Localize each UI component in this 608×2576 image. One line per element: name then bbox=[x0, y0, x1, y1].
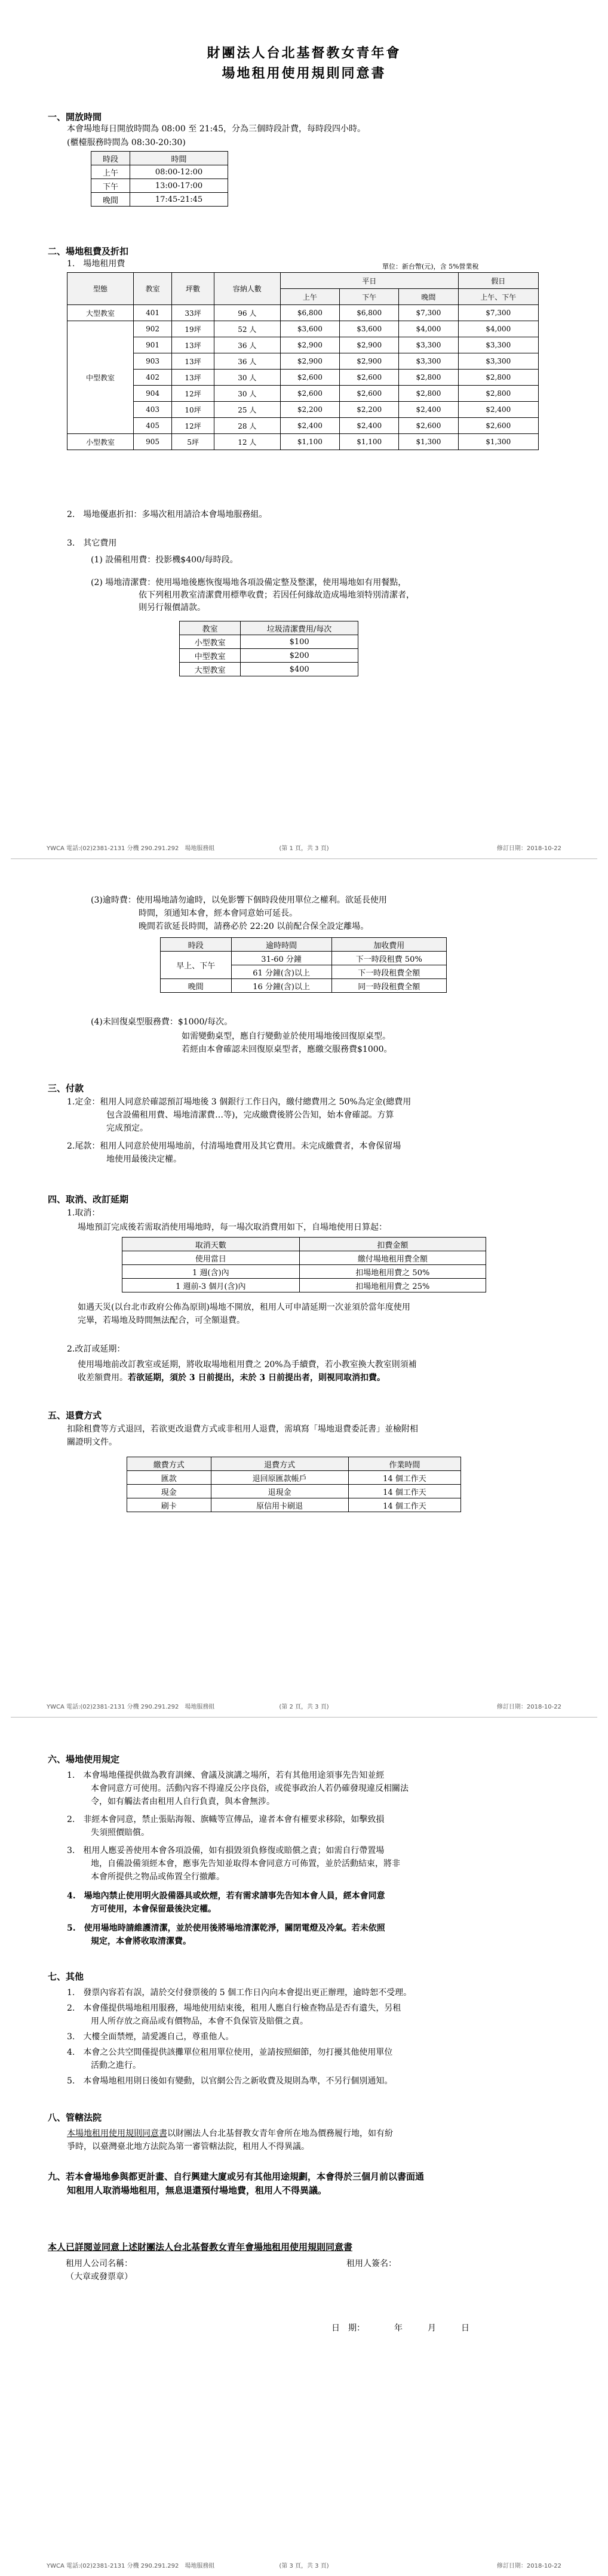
table-cell: 30 人 bbox=[214, 386, 280, 402]
overtime-text: 時間，須通知本會，經本會同意始可延長。 bbox=[139, 909, 297, 918]
other-text: 5. 本會場地租用則日後如有變動，以官網公告之新收費及規則為準，不另行個別通知。 bbox=[67, 2076, 393, 2086]
table-cell: 早上、下午 bbox=[161, 952, 232, 979]
table-cell: $2,800 bbox=[458, 370, 538, 386]
table-cell: $2,600 bbox=[280, 386, 339, 402]
table-cell: $2,200 bbox=[340, 402, 399, 418]
footer-page-number: (第 3 頁，共 3 頁) bbox=[279, 2563, 329, 2569]
jurisdiction-text-part: 以財團法人台北基督教女青年會所在地為價務履行地，如有紛 bbox=[167, 2129, 393, 2138]
table-header: 上午 bbox=[280, 289, 339, 305]
table-cell: 退現金 bbox=[211, 1485, 348, 1498]
table-cell: 19坪 bbox=[172, 321, 214, 337]
deposit-text: 1.定金：租用人同意於確認預訂場地後 3 個銀行工作日內，繳付總費用之 50%為定金(總費用 bbox=[67, 1097, 412, 1107]
section-2-heading: 二、場地租費及折扣 bbox=[48, 246, 129, 257]
footer-revision-date: 修訂日期：2018-10-22 bbox=[496, 1704, 561, 1710]
table-cell: 405 bbox=[133, 418, 171, 434]
cleaning-fee-text: 則另行報價請款。 bbox=[139, 603, 205, 613]
table-row bbox=[180, 663, 358, 676]
deposit-text: 包含設備租用費、場地清潔費…等)，完成繳費後將公告知，始本會確認。方算 bbox=[106, 1110, 394, 1120]
change-text bbox=[78, 1372, 385, 1384]
room-type: 大型教室 bbox=[67, 305, 134, 321]
page-divider bbox=[11, 1717, 597, 1718]
table-cell: 匯款 bbox=[127, 1471, 211, 1485]
table-row bbox=[67, 402, 539, 418]
page-footer bbox=[47, 1701, 561, 1710]
table-cell: $7,300 bbox=[399, 305, 458, 321]
table-cell: $2,400 bbox=[280, 418, 339, 434]
table-restore-fee-text: (4)未回復桌型服務費：$1000/每次。 bbox=[91, 1017, 233, 1027]
table-cell: 同一時段租費全額 bbox=[331, 979, 446, 993]
table-cell: 17:45-21:45 bbox=[130, 193, 228, 207]
table-cell: $1,100 bbox=[340, 434, 399, 450]
table-cell: 14 個工作天 bbox=[348, 1471, 460, 1485]
signature-label: 租用人簽名： bbox=[346, 2259, 397, 2269]
table-cell: 905 bbox=[133, 434, 171, 450]
table-row bbox=[122, 1251, 486, 1265]
table-row bbox=[67, 305, 539, 321]
rule-text: 1. 本會場地僅提供做為教育訓練、會議及演講之場所，若有其他用途須事先告知並經 bbox=[67, 1771, 385, 1780]
table-cell: 上午 bbox=[91, 165, 130, 179]
room-type: 中型教室 bbox=[67, 321, 134, 434]
change-subheading: 2.改訂或延期： bbox=[67, 1344, 125, 1354]
footer-contact: YWCA 電話:(02)2381-2131 分機 290.291.292 場地服務組 bbox=[47, 845, 215, 852]
table-header: 時段 bbox=[161, 938, 232, 952]
table-cell: $1,300 bbox=[399, 434, 458, 450]
room-fee-table bbox=[67, 272, 539, 450]
balance-text: 2.尾款：租用人同意於使用場地前，付清場地費用及其它費用。未完成繳費者，本會保留場 bbox=[67, 1141, 401, 1151]
jurisdiction-text bbox=[67, 2128, 393, 2140]
counter-hours-text: (櫃檯服務時間為 08:30-20:30) bbox=[67, 138, 186, 147]
table-row bbox=[122, 1279, 486, 1292]
table-header: 坪數 bbox=[172, 273, 214, 305]
other-text: 用人所存放之商品或有價物品，本會不負保管及賠償之責。 bbox=[91, 2017, 308, 2026]
table-cell: $2,600 bbox=[340, 370, 399, 386]
typhoon-text: 完畢，若場地及時間無法配合，可全額退費。 bbox=[78, 1316, 245, 1325]
section-7-heading: 七、其他 bbox=[48, 1971, 84, 1982]
table-cell: 401 bbox=[133, 305, 171, 321]
deposit-text: 完成預定。 bbox=[106, 1124, 148, 1133]
table-header: 假日 bbox=[458, 273, 538, 289]
table-cell: 12 人 bbox=[214, 434, 280, 450]
section-6-heading: 六、場地使用規定 bbox=[48, 1754, 120, 1765]
agreement-statement: 本人已詳閱並同意上述財團法人台北基督教女青年會場地租用使用規則同意書 bbox=[48, 2242, 353, 2252]
table-cell: $3,600 bbox=[340, 321, 399, 337]
doc-title: 場地租用使用規則同意書 bbox=[222, 66, 386, 81]
table-header: 加收費用 bbox=[331, 938, 446, 952]
table-restore-fee-text: 若經由本會確認未回復原桌型者，應繳交服務費$1000。 bbox=[182, 1045, 392, 1054]
table-cell: $6,800 bbox=[340, 305, 399, 321]
other-text: 2. 本會僅提供場地租用服務，場地使用結束後，租用人應自行檢查物品是否有遺失，另租 bbox=[67, 2003, 401, 2013]
table-cell: $2,400 bbox=[399, 402, 458, 418]
table-row bbox=[67, 321, 539, 337]
rule-text-bold: 5. 使用場地時請維護清潔，並於使用後將場地清潔乾淨，關閉電燈及冷氣。若未依照 bbox=[67, 1923, 385, 1933]
table-restore-fee-text: 如需變動桌型，應自行變動並於使用場地後回復原桌型。 bbox=[182, 1032, 391, 1041]
table-cell: $2,600 bbox=[458, 418, 538, 434]
other-text: 3. 大樓全面禁煙，請愛護自己，尊重他人。 bbox=[67, 2032, 234, 2042]
section-3-heading: 三、付款 bbox=[48, 1083, 84, 1094]
discount-text: 2. 場地優惠折扣：多場次租用請洽本會場地服務組。 bbox=[67, 510, 268, 519]
table-cell: $400 bbox=[241, 663, 358, 676]
table-cell: 5坪 bbox=[172, 434, 214, 450]
table-cell: 下一時段租費 50% bbox=[331, 952, 446, 965]
section-5-heading: 五、退費方式 bbox=[48, 1410, 102, 1421]
table-header: 垃圾清潔費用/每次 bbox=[241, 621, 358, 635]
table-cell: 12坪 bbox=[172, 418, 214, 434]
table-cell: $2,400 bbox=[458, 402, 538, 418]
seal-note: （大章或發票章） bbox=[66, 2272, 133, 2282]
table-cell: 10坪 bbox=[172, 402, 214, 418]
table-cell: 中型教室 bbox=[180, 649, 241, 663]
table-cell: $7,300 bbox=[458, 305, 538, 321]
cancel-text: 場地預訂完成後若需取消使用場地時，每一場次取消費用如下，自場地使用日算起： bbox=[78, 1223, 387, 1232]
table-cell: 901 bbox=[133, 337, 171, 353]
cancel-subheading: 1.取消： bbox=[67, 1208, 100, 1218]
table-row bbox=[67, 370, 539, 386]
table-row bbox=[91, 165, 228, 179]
table-cell: 902 bbox=[133, 321, 171, 337]
table-row bbox=[67, 337, 539, 353]
footer-page-number: (第 1 頁，共 3 頁) bbox=[279, 845, 329, 852]
table-cell: 1 週前-3 個月(含)內 bbox=[122, 1279, 300, 1292]
table-row bbox=[67, 434, 539, 450]
table-row bbox=[127, 1485, 461, 1498]
cleaning-fee-table bbox=[179, 621, 358, 676]
footer-revision-date: 修訂日期：2018-10-22 bbox=[496, 2563, 561, 2569]
rule-text: 地，自備設備須經本會，應事先告知並取得本會同意方可佈置，並於活動結束，將非 bbox=[91, 1859, 400, 1869]
table-row bbox=[180, 635, 358, 649]
table-cell: 25 人 bbox=[214, 402, 280, 418]
table-cell: 1 週(含)內 bbox=[122, 1265, 300, 1279]
rule-text-bold: 規定，本會將收取清潔費。 bbox=[91, 1937, 191, 1946]
table-cell: 扣場地租用費之 25% bbox=[299, 1279, 486, 1292]
table-cell: $4,000 bbox=[458, 321, 538, 337]
other-fees-heading: 3. 其它費用 bbox=[67, 538, 117, 548]
rule-text: 本會同意方可使用。活動內容不得違反公序良俗，或從事政治人若仍確發現違反相關法 bbox=[91, 1784, 409, 1793]
table-header: 作業時間 bbox=[348, 1457, 460, 1471]
table-cell: 16 分鐘(含)以上 bbox=[231, 979, 331, 993]
company-label: 租用人公司名稱： bbox=[66, 2259, 133, 2269]
table-header: 平日 bbox=[280, 273, 458, 289]
open-hours-text: 本會場地每日開放時間為 08:00 至 21:45，分為三個時段計費，每時段四小時。 bbox=[67, 124, 366, 134]
table-cell: 61 分鐘(含)以上 bbox=[231, 965, 331, 979]
table-cell: 13坪 bbox=[172, 370, 214, 386]
table-cell: $2,800 bbox=[399, 370, 458, 386]
footer-contact: YWCA 電話:(02)2381-2131 分機 290.291.292 場地服務組 bbox=[47, 1704, 215, 1710]
table-cell: $3,300 bbox=[458, 353, 538, 370]
footer-contact: YWCA 電話:(02)2381-2131 分機 290.291.292 場地服務組 bbox=[47, 2563, 215, 2569]
table-cell: 52 人 bbox=[214, 321, 280, 337]
table-header: 上午、下午 bbox=[458, 289, 538, 305]
table-cell: 36 人 bbox=[214, 353, 280, 370]
table-cell: $1,300 bbox=[458, 434, 538, 450]
overtime-text: (3)逾時費：使用場地請勿逾時，以免影響下個時段使用單位之權利。欲延長使用 bbox=[91, 895, 387, 905]
table-cell: 繳付場地租用費全額 bbox=[299, 1251, 486, 1265]
cancel-fee-table bbox=[122, 1237, 486, 1292]
table-row bbox=[91, 179, 228, 193]
table-cell: 晚間 bbox=[161, 979, 232, 993]
table-cell: 13坪 bbox=[172, 353, 214, 370]
footer-revision-date: 修訂日期：2018-10-22 bbox=[496, 845, 561, 852]
table-row bbox=[161, 952, 447, 965]
table-cell: 14 個工作天 bbox=[348, 1498, 460, 1512]
refund-text: 關證明文件。 bbox=[67, 1438, 117, 1447]
table-cell: 08:00-12:00 bbox=[130, 165, 228, 179]
table-cell: 下一時段租費全額 bbox=[331, 965, 446, 979]
cleaning-fee-text: (2) 場地清潔費：使用場地後應恢復場地各項設備定整及整潔，使用場地如有用餐點， bbox=[91, 578, 407, 587]
other-text: 4. 本會之公共空間僅提供該攤單位租用單位使用，並請按照細節，勿打擾其他使用單位 bbox=[67, 2048, 393, 2057]
table-cell: $2,200 bbox=[280, 402, 339, 418]
table-cell: 33坪 bbox=[172, 305, 214, 321]
page-3 bbox=[0, 1717, 608, 2576]
cleaning-fee-text: 依下列租用教室清潔費用標準收費；若因任何緣故造成場地須特別清潔者， bbox=[139, 590, 414, 600]
table-cell: $3,300 bbox=[458, 337, 538, 353]
table-header: 教室 bbox=[133, 273, 171, 305]
change-text-bold: 若欲延期，須於 3 日前提出，未於 3 日前提出者，則視同取消扣費。 bbox=[128, 1373, 385, 1383]
table-cell: $2,900 bbox=[340, 337, 399, 353]
page-1 bbox=[0, 0, 608, 858]
balance-text: 地使用最後決定權。 bbox=[106, 1155, 182, 1164]
table-header: 時間 bbox=[130, 152, 228, 165]
table-cell: 36 人 bbox=[214, 337, 280, 353]
table-cell: 13坪 bbox=[172, 337, 214, 353]
date-line: 日 期： 年 月 日 bbox=[331, 2323, 469, 2333]
table-cell: 13:00-17:00 bbox=[130, 179, 228, 193]
table-header: 繳費方式 bbox=[127, 1457, 211, 1471]
table-cell: 小型教室 bbox=[180, 635, 241, 649]
table-cell: 12坪 bbox=[172, 386, 214, 402]
table-cell: $1,100 bbox=[280, 434, 339, 450]
table-cell: 下午 bbox=[91, 179, 130, 193]
section-9-heading: 九、若本會場地參與都更計畫、自行興建大廈或另有其他用途規劃，本會得於三個月前以書面通 bbox=[48, 2171, 425, 2182]
table-row bbox=[67, 386, 539, 402]
page-divider bbox=[11, 858, 597, 859]
table-cell: 30 人 bbox=[214, 370, 280, 386]
table-header: 教室 bbox=[180, 621, 241, 635]
table-cell: 903 bbox=[133, 353, 171, 370]
table-cell: 扣場地租用費之 50% bbox=[299, 1265, 486, 1279]
table-cell: $200 bbox=[241, 649, 358, 663]
table-cell: $2,800 bbox=[458, 386, 538, 402]
table-header: 扣費金額 bbox=[299, 1238, 486, 1251]
typhoon-text: 如遇天災(以台北市政府公佈為原則)場地不開放，租用人可申請延期一次並須於當年度使用 bbox=[78, 1303, 410, 1312]
table-header: 時段 bbox=[91, 152, 130, 165]
table-cell: $6,800 bbox=[280, 305, 339, 321]
section-9-text: 知租用人取消場地租用，無息退還預付場地費，租用人不得異議。 bbox=[67, 2185, 327, 2196]
fee-subheading: 1. 場地租用費 bbox=[67, 259, 125, 269]
footer-page-number: (第 2 頁，共 3 頁) bbox=[279, 1704, 329, 1710]
table-cell: 96 人 bbox=[214, 305, 280, 321]
refund-text: 扣除租費等方式退回，若欲更改退費方式或非租用人退費，需填寫「場地退費委託書」並檢附相 bbox=[67, 1424, 418, 1434]
section-4-heading: 四、取消、改訂延期 bbox=[48, 1194, 129, 1205]
change-text: 使用場地前改訂教室或延期，將收取場地租用費之 20%為手續費，若小教室換大教室則須補 bbox=[78, 1360, 417, 1369]
overtime-text: 晚間若欲延長時間，請務必於 22:20 以前配合保全設定離場。 bbox=[139, 922, 369, 931]
table-cell: 退回原匯款帳戶 bbox=[211, 1471, 348, 1485]
table-cell: 402 bbox=[133, 370, 171, 386]
table-cell: $2,900 bbox=[280, 353, 339, 370]
table-cell: 904 bbox=[133, 386, 171, 402]
table-row bbox=[122, 1265, 486, 1279]
table-row bbox=[127, 1471, 461, 1485]
rule-text: 失須照價賠償。 bbox=[91, 1828, 149, 1838]
table-cell: 使用當日 bbox=[122, 1251, 300, 1265]
table-header: 晚間 bbox=[399, 289, 458, 305]
other-text: 1. 發票內容若有誤，請於交付發票後的 5 個工作日內向本會提出更正辦理，逾時恕不受理。 bbox=[67, 1988, 412, 1998]
table-header: 退費方式 bbox=[211, 1457, 348, 1471]
page-2 bbox=[0, 858, 608, 1717]
overtime-fee-table bbox=[160, 937, 447, 993]
rule-text-bold: 4. 場地內禁止使用明火設備器具或炊煙，若有需求請事先告知本會人員，經本會同意 bbox=[67, 1891, 385, 1901]
table-header: 取消天數 bbox=[122, 1238, 300, 1251]
table-cell: $100 bbox=[241, 635, 358, 649]
table-cell: 403 bbox=[133, 402, 171, 418]
agreement-name-underlined: 本場地租用使用規則同意書 bbox=[67, 2129, 167, 2138]
refund-method-table bbox=[127, 1457, 461, 1512]
rule-text: 2. 非經本會同意，禁止張貼海報、旗幟等宣傳品，違者本會有權要求移除，如擊致損 bbox=[67, 1815, 385, 1824]
table-cell: $3,300 bbox=[399, 353, 458, 370]
unit-note: 單位：新台幣(元)，含 5%營業稅 bbox=[382, 263, 479, 270]
table-cell: 刷卡 bbox=[127, 1498, 211, 1512]
room-type: 小型教室 bbox=[67, 434, 134, 450]
table-row bbox=[67, 418, 539, 434]
table-cell: 14 個工作天 bbox=[348, 1485, 460, 1498]
table-cell: $2,600 bbox=[280, 370, 339, 386]
page-footer bbox=[47, 2560, 561, 2569]
table-header: 型態 bbox=[67, 273, 134, 305]
section-8-heading: 八、管轄法院 bbox=[48, 2112, 102, 2123]
table-cell: 現金 bbox=[127, 1485, 211, 1498]
table-row bbox=[91, 193, 228, 207]
table-cell: $2,900 bbox=[280, 337, 339, 353]
table-cell: 大型教室 bbox=[180, 663, 241, 676]
table-cell: $4,000 bbox=[399, 321, 458, 337]
jurisdiction-text: 爭時，以臺灣臺北地方法院為第一審管轄法院，租用人不得異議。 bbox=[67, 2142, 309, 2152]
table-cell: $2,600 bbox=[340, 386, 399, 402]
rule-text-bold: 方可使用，本會保留最後決定權。 bbox=[91, 1904, 216, 1914]
doc-title-org: 財團法人台北基督教女青年會 bbox=[207, 45, 401, 61]
page-footer bbox=[47, 843, 561, 851]
rule-text: 3. 租用人應妥善使用本會各項設備，如有損毀須負修復或賠償之責；如需自行帶置場 bbox=[67, 1846, 385, 1855]
table-cell: 31-60 分鐘 bbox=[231, 952, 331, 965]
table-cell: 原信用卡刷退 bbox=[211, 1498, 348, 1512]
time-slot-table bbox=[91, 151, 228, 207]
table-cell: $2,800 bbox=[399, 386, 458, 402]
table-header: 容納人數 bbox=[214, 273, 280, 305]
equipment-fee-text: (1) 設備租用費：投影機$400/每時段。 bbox=[91, 555, 238, 565]
table-cell: $2,600 bbox=[399, 418, 458, 434]
table-cell: $3,300 bbox=[399, 337, 458, 353]
table-header: 下午 bbox=[340, 289, 399, 305]
section-1-heading: 一、開放時間 bbox=[48, 112, 102, 122]
table-row bbox=[67, 353, 539, 370]
table-cell: $2,400 bbox=[340, 418, 399, 434]
table-row bbox=[127, 1498, 461, 1512]
table-cell: $3,600 bbox=[280, 321, 339, 337]
table-cell: 28 人 bbox=[214, 418, 280, 434]
rule-text: 令，如有觸法者由租用人自行負責，與本會無涉。 bbox=[91, 1797, 275, 1806]
table-cell: $2,900 bbox=[340, 353, 399, 370]
table-cell: 晚間 bbox=[91, 193, 130, 207]
table-row bbox=[161, 979, 447, 993]
other-text: 活動之進行。 bbox=[91, 2061, 141, 2070]
rule-text: 本會所提供之物品或佈置全行撤離。 bbox=[91, 1872, 225, 1882]
table-header: 逾時時間 bbox=[231, 938, 331, 952]
table-row bbox=[180, 649, 358, 663]
change-text-part: 收差額費用。 bbox=[78, 1373, 128, 1383]
